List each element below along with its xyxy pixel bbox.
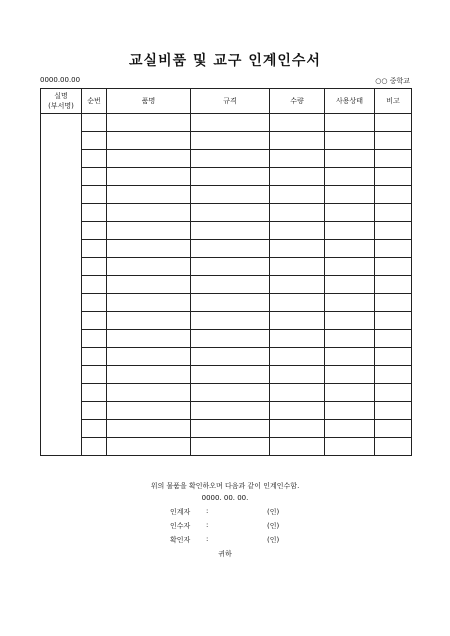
table-row: [41, 186, 412, 204]
qty-cell: [270, 384, 325, 402]
condition-cell: [325, 204, 375, 222]
header-spec: 규격: [191, 89, 270, 114]
table-row: [41, 150, 412, 168]
header-note: 비고: [375, 89, 412, 114]
condition-cell: [325, 330, 375, 348]
spec-cell: [191, 312, 270, 330]
note-cell: [375, 204, 412, 222]
item-cell: [107, 204, 191, 222]
seq-cell: [82, 402, 107, 420]
item-cell: [107, 348, 191, 366]
seq-cell: [82, 222, 107, 240]
seq-cell: [82, 438, 107, 456]
spec-cell: [191, 240, 270, 258]
spec-cell: [191, 438, 270, 456]
signature-colon: :: [206, 521, 209, 529]
header-seq: 순번: [82, 89, 107, 114]
condition-cell: [325, 240, 375, 258]
handover-table: [40, 88, 412, 456]
header-qty: 수량: [270, 89, 325, 114]
note-cell: [375, 312, 412, 330]
spec-cell: [191, 384, 270, 402]
seq-cell: [82, 150, 107, 168]
qty-cell: [270, 312, 325, 330]
seq-cell: [82, 420, 107, 438]
condition-cell: [325, 150, 375, 168]
qty-cell: [270, 276, 325, 294]
header-condition: 사용상태: [325, 89, 375, 114]
table-row: [41, 258, 412, 276]
spec-cell: [191, 186, 270, 204]
qty-cell: [270, 222, 325, 240]
qty-cell: [270, 204, 325, 222]
table-header-row: [41, 89, 412, 114]
spec-cell: [191, 168, 270, 186]
item-cell: [107, 438, 191, 456]
table-row: [41, 204, 412, 222]
item-cell: [107, 258, 191, 276]
seq-cell: [82, 348, 107, 366]
qty-cell: [270, 150, 325, 168]
document-title: 교실비품 및 교구 인계인수서: [129, 53, 321, 69]
item-cell: [107, 312, 191, 330]
qty-cell: [270, 438, 325, 456]
seq-cell: [82, 276, 107, 294]
seq-cell: [82, 186, 107, 204]
note-cell: [375, 384, 412, 402]
qty-cell: [270, 420, 325, 438]
school-name: ○○ 중학교: [375, 77, 410, 85]
item-cell: [107, 366, 191, 384]
note-cell: [375, 294, 412, 312]
table-row: [41, 114, 412, 132]
qty-cell: [270, 402, 325, 420]
table-body: [41, 114, 412, 456]
item-cell: [107, 114, 191, 132]
condition-cell: [325, 222, 375, 240]
table-row: [41, 348, 412, 366]
item-cell: [107, 240, 191, 258]
signature-colon: :: [206, 535, 209, 543]
signature-seal-receiver: (인): [267, 522, 280, 530]
seq-cell: [82, 312, 107, 330]
note-cell: [375, 366, 412, 384]
item-cell: [107, 132, 191, 150]
table-row: [41, 330, 412, 348]
note-cell: [375, 150, 412, 168]
item-cell: [107, 222, 191, 240]
document-date: 0000.00.00: [40, 76, 81, 84]
qty-cell: [270, 366, 325, 384]
qty-cell: [270, 348, 325, 366]
item-cell: [107, 402, 191, 420]
note-cell: [375, 168, 412, 186]
table-row: [41, 276, 412, 294]
note-cell: [375, 258, 412, 276]
qty-cell: [270, 186, 325, 204]
qty-cell: [270, 168, 325, 186]
spec-cell: [191, 420, 270, 438]
footer-date: 0000. 00. 00.: [201, 494, 249, 502]
header-room-line2: (부서명): [48, 102, 74, 110]
qty-cell: [270, 294, 325, 312]
header-room: [41, 89, 82, 114]
qty-cell: [270, 240, 325, 258]
condition-cell: [325, 384, 375, 402]
note-cell: [375, 402, 412, 420]
spec-cell: [191, 348, 270, 366]
table-row: [41, 240, 412, 258]
table-row: [41, 312, 412, 330]
table-row: [41, 222, 412, 240]
condition-cell: [325, 114, 375, 132]
addressee: 귀하: [218, 550, 232, 558]
spec-cell: [191, 150, 270, 168]
item-cell: [107, 294, 191, 312]
table-row: [41, 366, 412, 384]
seq-cell: [82, 240, 107, 258]
spec-cell: [191, 276, 270, 294]
table-row: [41, 420, 412, 438]
seq-cell: [82, 330, 107, 348]
condition-cell: [325, 366, 375, 384]
header-room-line1: 실명: [54, 92, 68, 100]
qty-cell: [270, 132, 325, 150]
seq-cell: [82, 204, 107, 222]
seq-cell: [82, 384, 107, 402]
seq-cell: [82, 366, 107, 384]
room-cell: [41, 114, 82, 456]
spec-cell: [191, 366, 270, 384]
signature-label-receiver: 인수자: [170, 522, 191, 530]
note-cell: [375, 132, 412, 150]
item-cell: [107, 186, 191, 204]
note-cell: [375, 276, 412, 294]
seq-cell: [82, 294, 107, 312]
condition-cell: [325, 186, 375, 204]
signature-seal-confirmer: (인): [267, 536, 280, 544]
condition-cell: [325, 420, 375, 438]
table-row: [41, 294, 412, 312]
spec-cell: [191, 258, 270, 276]
condition-cell: [325, 258, 375, 276]
item-cell: [107, 420, 191, 438]
item-cell: [107, 330, 191, 348]
condition-cell: [325, 294, 375, 312]
seq-cell: [82, 114, 107, 132]
condition-cell: [325, 402, 375, 420]
spec-cell: [191, 132, 270, 150]
note-cell: [375, 348, 412, 366]
table-row: [41, 132, 412, 150]
item-cell: [107, 276, 191, 294]
spec-cell: [191, 114, 270, 132]
note-cell: [375, 114, 412, 132]
note-cell: [375, 222, 412, 240]
seq-cell: [82, 132, 107, 150]
condition-cell: [325, 312, 375, 330]
condition-cell: [325, 168, 375, 186]
signature-label-giver: 인계자: [170, 508, 191, 516]
qty-cell: [270, 258, 325, 276]
note-cell: [375, 330, 412, 348]
spec-cell: [191, 294, 270, 312]
signature-seal-giver: (인): [267, 508, 280, 516]
seq-cell: [82, 168, 107, 186]
signature-label-confirmer: 확인자: [170, 536, 191, 544]
item-cell: [107, 150, 191, 168]
qty-cell: [270, 114, 325, 132]
signature-colon: :: [206, 507, 209, 515]
table-row: [41, 168, 412, 186]
item-cell: [107, 168, 191, 186]
confirm-statement: 위의 물품을 확인하오며 다음과 같이 인계인수함.: [150, 482, 300, 490]
condition-cell: [325, 348, 375, 366]
note-cell: [375, 240, 412, 258]
item-cell: [107, 384, 191, 402]
qty-cell: [270, 330, 325, 348]
note-cell: [375, 186, 412, 204]
header-item: 품명: [107, 89, 191, 114]
table-row: [41, 384, 412, 402]
spec-cell: [191, 402, 270, 420]
seq-cell: [82, 258, 107, 276]
spec-cell: [191, 330, 270, 348]
note-cell: [375, 420, 412, 438]
condition-cell: [325, 438, 375, 456]
condition-cell: [325, 132, 375, 150]
condition-cell: [325, 276, 375, 294]
spec-cell: [191, 204, 270, 222]
table-row: [41, 402, 412, 420]
note-cell: [375, 438, 412, 456]
spec-cell: [191, 222, 270, 240]
table-row: [41, 438, 412, 456]
